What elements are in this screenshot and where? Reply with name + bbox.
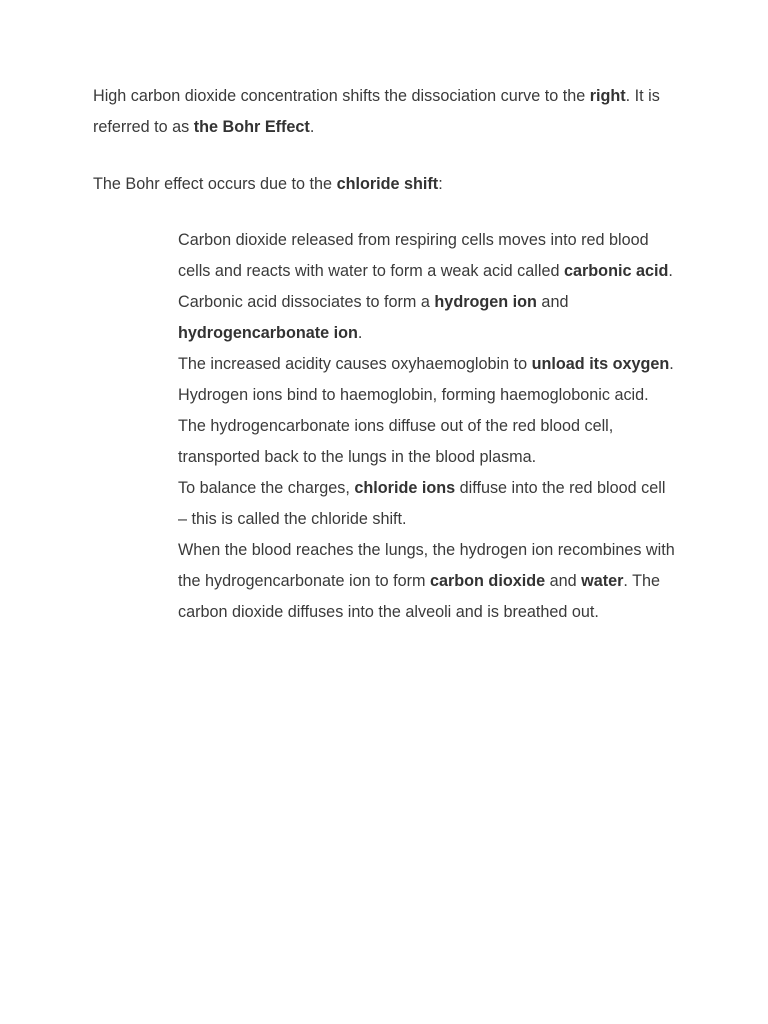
step-text: Carbonic acid dissociates to form a — [178, 293, 435, 311]
step-item — [178, 225, 678, 287]
lead-text: The Bohr effect occurs due to the — [93, 175, 337, 193]
step-bold-term: hydrogencarbonate ion — [178, 324, 358, 342]
step-item — [178, 287, 678, 349]
lead-text: : — [438, 175, 443, 193]
step-item — [178, 535, 678, 628]
step-text: To balance the charges, — [178, 479, 355, 497]
step-item — [178, 349, 678, 411]
intro-bold-bohr-effect: the Bohr Effect — [193, 118, 310, 136]
lead-bold-chloride-shift: chloride shift — [336, 175, 439, 193]
step-text: The hydrogencarbonate ions diffuse out of the red blood cell, transported back to the lungs in the blood plasma. — [178, 417, 614, 466]
step-text: diffuse into the red blood cell – this is called the chloride shift. — [178, 479, 666, 528]
step-text: . The carbon dioxide diffuses into the alveoli and is breathed out. — [178, 572, 661, 621]
step-bold-term: chloride ions — [354, 479, 456, 497]
step-text: . — [357, 324, 363, 342]
intro-text: High carbon dioxide concentration shifts the dissociation curve to the — [93, 87, 590, 105]
step-bold-term: carbon dioxide — [429, 572, 546, 590]
step-bold-term: unload its oxygen — [531, 355, 670, 373]
step-text: Carbon dioxide released from respiring cells moves into red blood cells and reacts with water to form a weak acid called — [178, 231, 649, 280]
step-bold-term: hydrogen ion — [434, 293, 537, 311]
step-text: When the blood reaches the lungs, the hydrogen ion recombines with the hydrogencarbonate ion to form — [178, 541, 675, 590]
step-text: The increased acidity causes oxyhaemoglobin to — [178, 355, 532, 373]
step-text: . — [668, 262, 673, 280]
step-bold-term: carbonic acid — [563, 262, 669, 280]
step-text: and — [536, 293, 569, 311]
step-item — [178, 473, 678, 535]
step-bold-term: water — [581, 572, 624, 590]
lead-paragraph — [93, 169, 673, 200]
intro-text: . It is referred to as — [93, 87, 660, 136]
chloride-shift-steps — [178, 225, 678, 628]
step-item — [178, 411, 678, 473]
intro-bold-right: right — [589, 87, 626, 105]
intro-text: . — [309, 118, 315, 136]
step-text: and — [545, 572, 582, 590]
step-text: . Hydrogen ions bind to haemoglobin, forming haemoglobonic acid. — [178, 355, 674, 404]
intro-paragraph — [93, 81, 673, 143]
